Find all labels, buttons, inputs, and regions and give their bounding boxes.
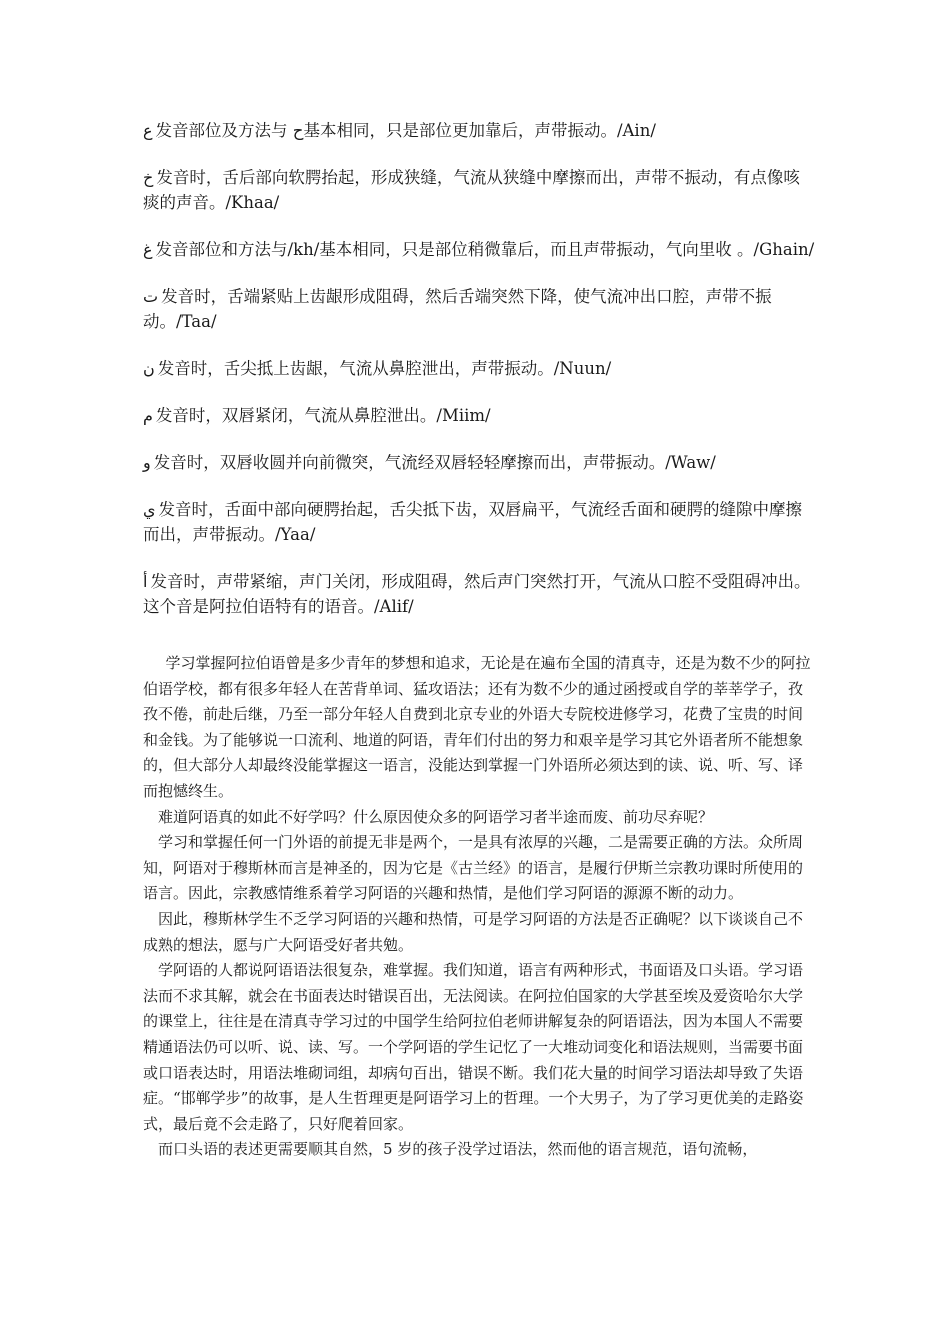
letter-description: 发音时，双唇紧闭，气流从鼻腔泄出。/Miim/: [155, 406, 491, 425]
essay-paragraph: 学阿语的人都说阿语语法很复杂，难掌握。我们知道，语言有两种形式，书面语及口头语。学习语法而不求其解，就会在书面表达时错误百出，无法阅读。在阿拉伯国家的大学甚至埃及爱资哈尔大学的课堂上，往往是在清真寺学习过的中国学生给阿拉伯老师讲解复杂的阿语语法，因为本国人不需要精通语法仍可以听、说、读、写。一个学阿语的学生记忆了一大堆动词变化和语法规则，当需要书面或口语表达时，用语法堆砌词组，却病句百出，错误不断。我们花大量的时间学习语法却导致了失语症。“邯郸学步”的故事，是人生哲理更是阿语学习上的哲理。一个大男子，为了学习更优美的走路姿式，最后竟不会走路了，只好爬着回家。: [143, 961, 804, 1133]
letter-description: 发音时，舌尖抵上齿龈，气流从鼻腔泄出，声带振动。/Nuun/: [157, 359, 612, 378]
essay-paragraph: 因此，穆斯林学生不乏学习阿语的兴趣和热情，可是学习阿语的方法是否正确呢？以下谈谈自己不成熟的想法，愿与广大阿语受好者共勉。: [143, 909, 804, 954]
arabic-letter: خ: [143, 168, 154, 187]
letter-entry-ain: [143, 118, 815, 143]
letter-entry-khaa: [143, 165, 815, 215]
arabic-letter: ع: [143, 121, 153, 140]
letter-description: 发音时，舌端紧贴上齿龈形成阻碍，然后舌端突然下降，使气流冲出口腔，声带不振动。/Taa/: [143, 287, 772, 331]
letter-entry-miim: [143, 403, 815, 428]
letter-entry-alif: [143, 569, 815, 619]
arabic-letter: ن: [143, 359, 155, 378]
letter-entry-waw: [143, 450, 815, 475]
arabic-letter: ي: [143, 500, 156, 519]
document-page: [143, 118, 815, 1163]
arabic-letter: م: [143, 406, 153, 425]
letter-description: 发音时，双唇收圆并向前微突，气流经双唇轻轻摩擦而出，声带振动。/Waw/: [153, 453, 716, 472]
letter-entry-taa: [143, 284, 815, 334]
letter-description: 发音时，舌面中部向硬腭抬起，舌尖抵下齿，双唇扁平，气流经舌面和硬腭的缝隙中摩擦而出，声带振动。/Yaa/: [143, 500, 803, 544]
letter-description: 发音时，舌后部向软腭抬起，形成狭缝，气流从狭缝中摩擦而出，声带不振动，有点像咳痰的声音。/Khaa/: [143, 168, 800, 212]
letter-entry-yaa: [143, 497, 815, 547]
essay-body: [143, 651, 815, 1163]
letter-description: 发音部位及方法与 ح基本相同，只是部位更加靠后，声带振动。/Ain/: [155, 121, 656, 140]
letter-entry-nuun: [143, 356, 815, 381]
essay-paragraph: 学习掌握阿拉伯语曾是多少青年的梦想和追求，无论是在遍布全国的清真寺，还是为数不少的阿拉伯语学校，都有很多年轻人在苦背单词、猛攻语法；还有为数不少的通过函授或自学的莘莘学子，孜孜不倦，前赴后继，乃至一部分年轻人自费到北京专业的外语大专院校进修学习，花费了宝贵的时间和金钱。为了能够说一口流利、地道的阿语，青年们付出的努力和艰辛是学习其它外语者所不能想象的，但大部分人却最终没能掌握这一语言，没能达到掌握一门外语所必须达到的读、说、听、写、译而抱憾终生。: [143, 654, 811, 800]
arabic-letter: و: [143, 453, 151, 472]
letter-entry-ghain: [143, 237, 815, 262]
arabic-letter: ت: [143, 287, 159, 306]
letter-description: 发音部位和方法与/kh/基本相同，只是部位稍微靠后，而且声带振动，气向里收 。/Ghain/: [155, 240, 815, 259]
letter-description: 发音时，声带紧缩，声门关闭，形成阻碍，然后声门突然打开，气流从口腔不受阻碍冲出。这个音是阿拉伯语特有的语音。/Alif/: [143, 572, 811, 616]
letter-list: [143, 118, 815, 619]
essay-paragraph: 难道阿语真的如此不好学吗？什么原因使众多的阿语学习者半途而废、前功尽弃呢？: [158, 807, 714, 826]
essay-paragraph: 而口头语的表述更需要顺其自然，5 岁的孩子没学过语法，然而他的语言规范，语句流畅，: [158, 1140, 758, 1159]
essay-paragraph: 学习和掌握任何一门外语的前提无非是两个，一是具有浓厚的兴趣，二是需要正确的方法。众所周知，阿语对于穆斯林而言是神圣的，因为它是《古兰经》的语言，是履行伊斯兰宗教功课时所使用的语言。因此，宗教感情维系着学习阿语的兴趣和热情，是他们学习阿语的源源不断的动力。: [143, 833, 804, 903]
arabic-letter: غ: [143, 240, 153, 259]
arabic-letter: أ: [143, 572, 148, 591]
